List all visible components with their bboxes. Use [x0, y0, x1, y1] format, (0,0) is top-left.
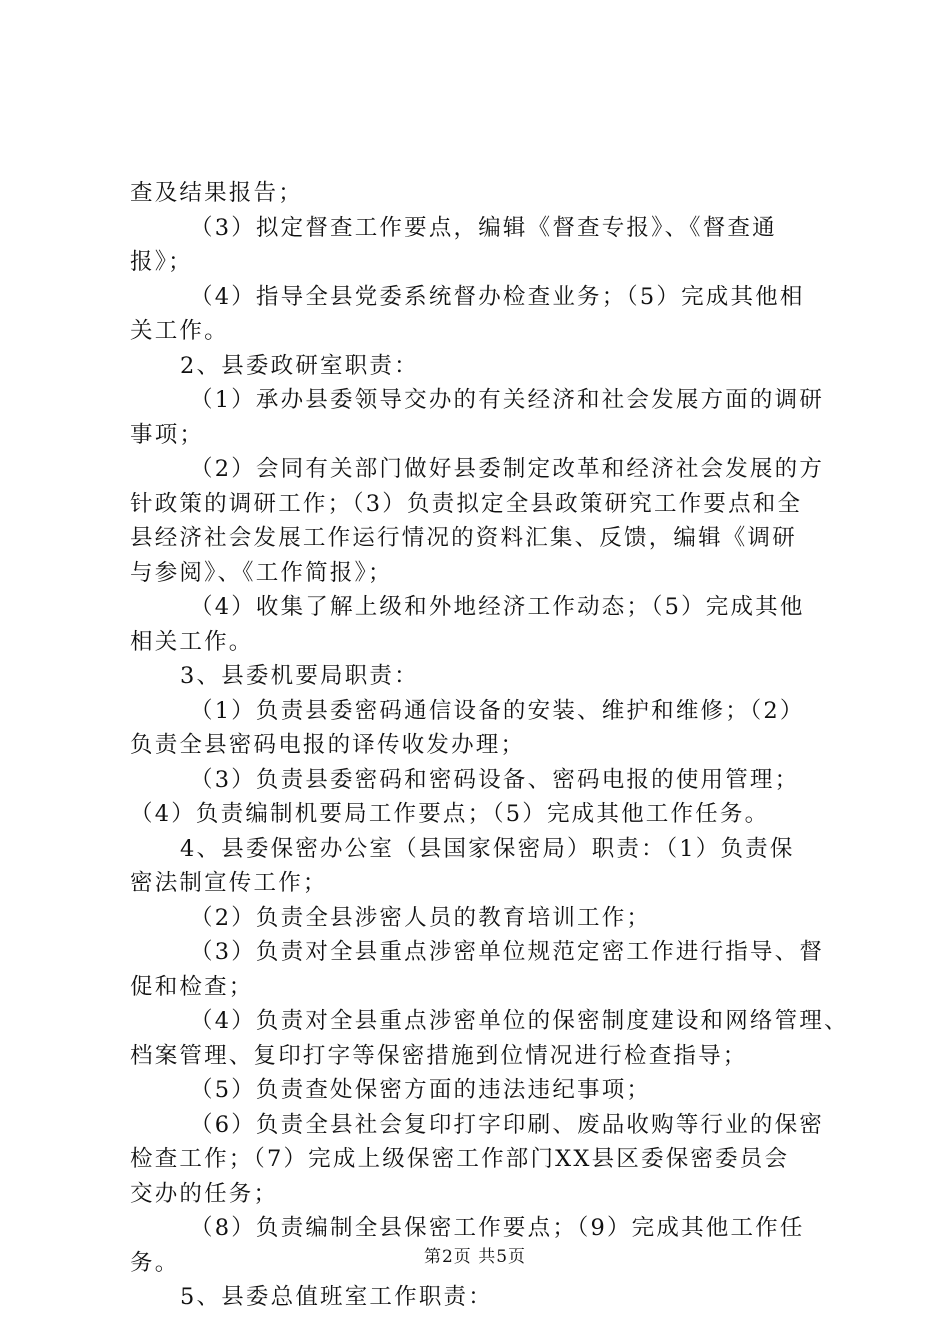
text-line: （2）负责全县涉密人员的教育培训工作；: [190, 904, 652, 931]
text-line: （1）承办县委领导交办的有关经济和社会发展方面的调研: [190, 387, 825, 413]
text-line: 5、县委总值班室工作职责：: [180, 1284, 493, 1310]
text-line: 负责全县密码电报的译传收发办理；: [130, 732, 526, 758]
text-line: （1）负责县委密码通信设备的安装、维护和维修；（2）: [190, 697, 805, 724]
text-line: （3）负责对全县重点涉密单位规范定密工作进行指导、督: [190, 939, 825, 965]
text-line: （6）负责全县社会复印打字印刷、废品收购等行业的保密: [190, 1111, 825, 1138]
text-line: （4）收集了解上级和外地经济工作动态；（5）完成其他: [190, 594, 805, 620]
text-line: 检查工作；（7）完成上级保密工作部门XX县区委保密委员会: [130, 1146, 790, 1172]
text-line: 查及结果报告；: [130, 180, 303, 206]
text-line: 县经济社会发展工作运行情况的资料汇集、反馈，编辑《调研: [130, 525, 797, 551]
text-line: （3）拟定督查工作要点，编辑《督查专报》、《督查通: [190, 214, 777, 241]
text-line: 密法制宣传工作；: [130, 870, 328, 896]
text-line: 档案管理、复印打字等保密措施到位情况进行检查指导；: [130, 1042, 748, 1069]
text-line: 促和检查；: [130, 973, 254, 1000]
page-footer: 第2页 共5页: [423, 1247, 527, 1267]
text-line: 关工作。: [130, 318, 229, 344]
text-line: （4）指导全县党委系统督办检查业务；（5）完成其他相: [190, 283, 805, 310]
text-line: （8）负责编制全县保密工作要点；（9）完成其他工作任: [190, 1215, 805, 1241]
text-line: 4、县委保密办公室（县国家保密局）职责：（1）负责保: [180, 835, 795, 862]
text-line: 报》；: [130, 249, 193, 275]
text-line: 交办的任务；: [130, 1180, 279, 1207]
text-line: （3）负责县委密码和密码设备、密码电报的使用管理；: [190, 766, 800, 793]
text-line: 事项；: [130, 421, 205, 448]
text-line: （2）会同有关部门做好县委制定改革和经济社会发展的方: [190, 456, 825, 482]
document-body: [130, 176, 850, 1315]
text-line: 针政策的调研工作；（3）负责拟定全县政策研究工作要点和全: [130, 490, 803, 517]
text-line: 3、县委机要局职责：: [180, 663, 419, 689]
text-line: 务。: [130, 1249, 180, 1276]
text-line: （4）负责编制机要局工作要点；（5）完成其他工作任务。: [130, 801, 770, 827]
text-line: 与参阅》、《工作简报》；: [130, 559, 393, 586]
text-line: 2、县委政研室职责：: [180, 352, 419, 379]
text-line: 相关工作。: [130, 628, 254, 655]
text-line: （4）负责对全县重点涉密单位的保密制度建设和网络管理、: [190, 1008, 849, 1034]
text-line: （5）负责查处保密方面的违法违纪事项；: [190, 1077, 652, 1103]
